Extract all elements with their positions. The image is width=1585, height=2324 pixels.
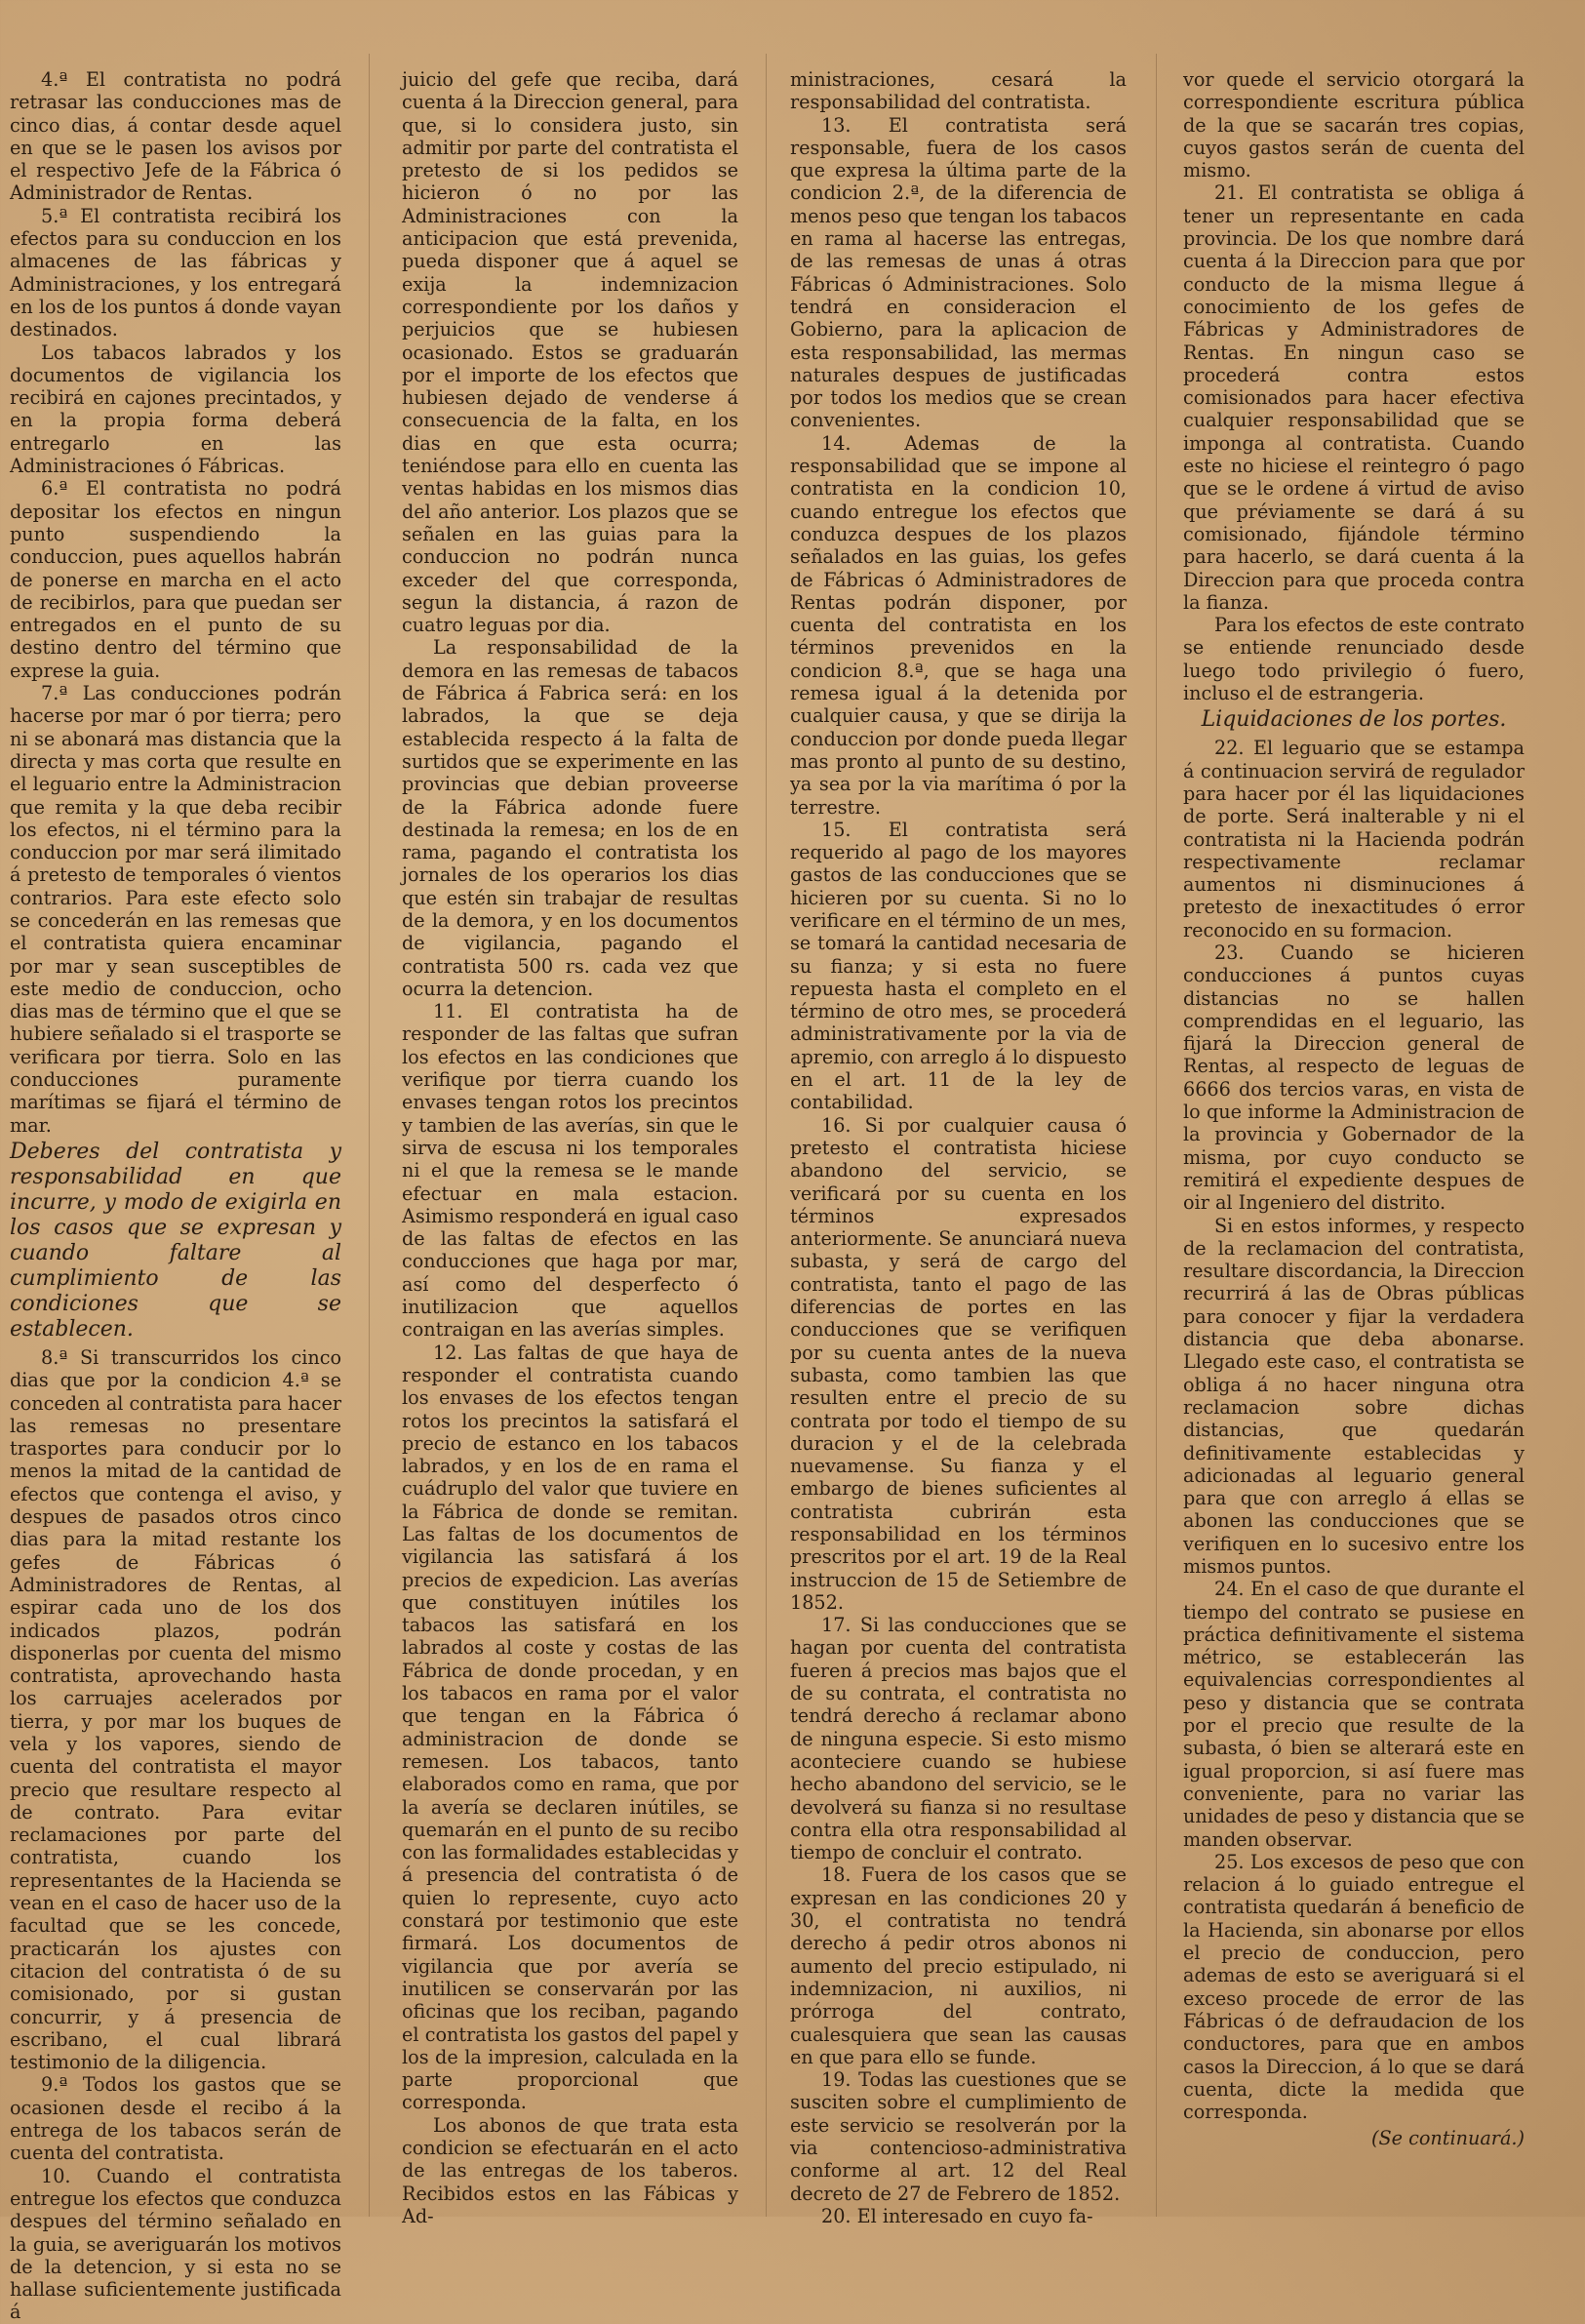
paragraph: 5.ª El contratista recibirá los efectos para su conduccion en los almacenes de las fábricas y Administraciones, y los entregará en los de los puntos á donde vayan destinados. bbox=[10, 204, 341, 341]
paragraph: La responsabilidad de la demora en las remesas de tabacos de Fábrica á Fabrica será: en los labrados, la que se deja establecida respecto á la falta de surtidos que se experimente en las provincias que debian proveerse de la Fábrica adonde fuere destinada la remesa; en los de en rama, pagando el contratista los jornales de los operarios los dias que estén sin trabajar de resultas de la demora, y en los documentos de vigilancia, pagando el contratista 500 rs. cada vez que ocurra la detencion. bbox=[402, 636, 738, 1000]
continuation-note: (Se continuará.) bbox=[1371, 2127, 1525, 2150]
section-heading: Liquidaciones de los portes. bbox=[1201, 707, 1507, 733]
paragraph: vor quede el servicio otorgará la correspondiente escritura pública de la que se sacarán tres copias, cuyos gastos serán de cuenta del mismo. bbox=[1183, 68, 1525, 182]
section-heading: Deberes del contratista y responsabilidad en que incurre, y modo de exigirla en los casos que se expresan y cuando faltare al cumplimiento de las condiciones que se establecen. bbox=[10, 1139, 341, 1342]
column-rule bbox=[369, 54, 370, 2217]
paragraph: 19. Todas las cuestiones que se susciten sobre el cumplimiento de este servicio se resolverán por la via contencioso-administrativa conforme al art. 12 del Real decreto de 27 de Febrero de 1852. bbox=[790, 2068, 1127, 2205]
paragraph: 25. Los excesos de peso que con relacion á lo guiado entregue el contratista quedarán á beneficio de la Hacienda, sin abonarse por ellos el precio de conduccion, pero ademas de esto se averiguará si el exceso procede de error de las Fábricas ó de defraudacion de los conductores, para que en ambos casos la Direccion, á lo que se dará cuenta, dicte la medida que corresponda. bbox=[1183, 1850, 1525, 2124]
column-rule bbox=[766, 54, 767, 2217]
paragraph: 14. Ademas de la responsabilidad que se impone al contratista en la condicion 10, cuando entregue los efectos que conduzca despues de los plazos señalados en las guias, los gefes de Fábricas ó Administradores de Rentas podrán disponer, por cuenta del contratista en los términos prevenidos en la condicion 8.ª, que se haga una remesa igual á la detenida por cualquier causa, y que se dirija la conduccion por donde pueda llegar mas pronto al punto de su destino, ya sea por la via marítima ó por la terrestre. bbox=[790, 431, 1127, 819]
column-rule bbox=[1156, 54, 1157, 2217]
paragraph: 12. Las faltas de que haya de responder el contratista cuando los envases de los efectos tengan rotos los precintos la satisfará el precio de estanco en los tabacos labrados, y en los de en rama el cuádruplo del valor que tuviere en la Fábrica de donde se remitan. Las faltas de los documentos de vigilancia las satisfará á los precios de expedicion. Las averías que constituyen inútiles los tabacos las satisfará en los labrados al coste y costas de las Fábrica de donde procedan, y en los tabacos en rama por el valor que tengan en la Fábrica ó administracion de donde se remesen. Los tabacos, tanto elaborados como en rama, que por la avería se declaren inútiles, se quemarán en el punto de su recibo con las formalidades establecidas y á presencia del contratista ó de quien lo represente, cuyo acto constará por testimonio que este firmará. Los documentos de vigilancia que por avería se inutilicen se conservarán por las oficinas que los reciban, pagando el contratista los gastos del papel y los de la impresion, calculada en la parte proporcional que corresponda. bbox=[402, 1341, 738, 2114]
paragraph: 15. El contratista será requerido al pago de los mayores gastos de las conducciones que se hicieren por su cuenta. Si no lo verificare en el término de un mes, se tomará la cantidad necesaria de su fianza; y si esta no fuere repuesta hasta el completo en el término de otro mes, se procederá administrativamente por la via de apremio, con arreglo á lo dispuesto en el art. 11 de la ley de contabilidad. bbox=[790, 818, 1127, 1114]
paragraph: 9.ª Todos los gastos que se ocasionen desde el recibo á la entrega de los tabacos serán de cuenta del contratista. bbox=[10, 2073, 341, 2165]
paragraph: 11. El contratista ha de responder de las faltas que sufran los efectos en las condiciones que verifique por tierra cuando los envases tengan rotos los precintos y tambien de las averías, sin que le sirva de escusa ni los temporales ni el que la remesa se le mande efectuar en mala estacion. Asimismo responderá en igual caso de las faltas de efectos en las conducciones que haga por mar, así como del desperfecto ó inutilizacion que aquellos contraigan en las averías simples. bbox=[402, 1000, 738, 1342]
text-column-4 bbox=[1183, 68, 1525, 2217]
paragraph: ministraciones, cesará la responsabilidad del contratista. bbox=[790, 68, 1127, 114]
paragraph: 16. Si por cualquier causa ó pretesto el contratista hiciese abandono del servicio, se verificará por su cuenta en los términos expresados anteriormente. Se anunciará nueva subasta, y será de cargo del contratista, tanto el pago de las diferencias de portes en las conducciones que se verifiquen por su cuenta antes de la nueva subasta, como tambien las que resulten entre el precio de su contrata por todo el tiempo de su duracion y el de la celebrada nuevamense. Su fianza y el embargo de bienes suficientes al contratista cubrirán esta responsabilidad en los términos prescritos por el art. 19 de la Real instruccion de 15 de Setiembre de 1852. bbox=[790, 1113, 1127, 1614]
paragraph: 8.ª Si transcurridos los cinco dias que por la condicion 4.ª se conceden al contratista para hacer las remesas no presentare trasportes para conducir por lo menos la mitad de la cantidad de efectos que contenga el aviso, y despues de pasados otros cinco dias para la mitad restante los gefes de Fábricas ó Administradores de Rentas, al espirar cada uno de los dos indicados plazos, podrán disponerlas por cuenta del mismo contratista, aprovechando hasta los carruajes acelerados por tierra, y por mar los buques de vela y los vapores, siendo de cuenta del contratista el mayor precio que resultare respecto al de contrato. Para evitar reclamaciones por parte del contratista, cuando los representantes de la Hacienda se vean en el caso de hacer uso de la facultad que se les concede, practicarán los ajustes con citacion del contratista ó de su comisionado, por si gustan concurrir, y á presencia de escribano, el cual librará testimonio de la diligencia. bbox=[10, 1345, 341, 2074]
paragraph: 20. El interesado en cuyo fa- bbox=[821, 2204, 1093, 2227]
paragraph: Los abonos de que trata esta condicion se efectuarán en el acto de las entregas de los taberos. Recibidos estos en las Fábicas y Ad- bbox=[402, 2113, 738, 2227]
paragraph: 4.ª El contratista no podrá retrasar las conducciones mas de cinco dias, á contar desde aquel en que se le pasen los avisos por el respectivo Jefe de la Fábrica ó Administrador de Rentas. bbox=[10, 68, 341, 205]
paragraph: 24. En el caso de que durante el tiempo del contrato se pusiese en práctica definitivamente el sistema métrico, se establecerán las equivalencias correspondientes al peso y distancia que se contrata por el precio que resulte de la subasta, ó bien se alterará este en igual proporcion, si así fuere mas conveniente, para no variar las unidades de peso y distancia que se manden observar. bbox=[1183, 1578, 1525, 1851]
paragraph: 10. Cuando el contratista entregue los efectos que conduzca despues del término señalado en la guia, se averiguarán los motivos de la detencion, y si esta no se hallase suficientemente justificada á bbox=[10, 2164, 341, 2324]
paragraph: juicio del gefe que reciba, dará cuenta á la Direccion general, para que, si lo considera justo, sin admitir por parte del contratista el pretesto de si los pedidos se hicieron ó no por las Administraciones con la anticipacion que está prevenida, pueda disponer que á aquel se exija la indemnizacion correspondiente por los daños y perjuicios que se hubiesen ocasionado. Estos se graduarán por el importe de los efectos que hubiesen dejado de venderse á consecuencia de la falta, en los dias en que esta ocurra; teniéndose para ello en cuenta las ventas habidas en los mismos dias del año anterior. Los plazos que se señalen en las guias para la conduccion no podrán nunca exceder del que corresponda, segun la distancia, á razon de cuatro leguas por dia. bbox=[402, 68, 738, 637]
paragraph: 23. Cuando se hicieren conducciones á puntos cuyas distancias no se hallen comprendidas en el leguario, las fijará la Direccion general de Rentas, al respecto de leguas de 6666 dos tercios varas, en vista de lo que informe la Administracion de la provincia y Gobernador de la misma, por cuyo conducto se remitirá el expediente despues de oir al Ingeniero del distrito. bbox=[1183, 941, 1525, 1215]
text-column-1 bbox=[10, 68, 341, 2324]
paragraph: Los tabacos labrados y los documentos de vigilancia los recibirá en cajones precintados, y en la propia forma deberá entregarlo en las Administraciones ó Fábricas. bbox=[10, 341, 341, 478]
paragraph: 18. Fuera de los casos que se expresan en las condiciones 20 y 30, el contratista no tendrá derecho á pedir otros abonos ni aumento del precio estipulado, ni indemnizacion, ni auxilios, ni prórroga del contrato, cualesquiera que sean las causas en que para ello se funde. bbox=[790, 1863, 1127, 2068]
paragraph: 21. El contratista se obliga á tener un representante en cada provincia. De los que nombre dará cuenta á la Direccion para que por conducto de la misma llegue á conocimiento de los gefes de Fábricas y Administradores de Rentas. En ningun caso se procederá contra estos comisionados para hacer efectiva cualquier responsabilidad que se imponga al contratista. Cuando este no hiciese el reintegro ó pago que se le ordene á virtud de aviso que préviamente se dará á su comisionado, fijándole término para hacerlo, se dará cuenta á la Direccion para que proceda contra la fianza. bbox=[1183, 181, 1525, 614]
paragraph: 22. El leguario que se estampa á continuacion servirá de regulador para hacer por él las liquidaciones de porte. Será inalterable y ni el contratista ni la Hacienda podrán respectivamente reclamar aumentos ni disminuciones á pretesto de inexactitudes ó error reconocido en su formacion. bbox=[1183, 737, 1525, 942]
paragraph: 7.ª Las conducciones podrán hacerse por mar ó por tierra; pero ni se abonará mas distancia que la directa y mas corta que resulte en el leguario entre la Administracion que remita y la que deba recibir los efectos, ni el término para la conduccion por mar será ilimitado á pretesto de temporales ó vientos contrarios. Para este efecto solo se concederán en las remesas que el contratista quiera encaminar por mar y sean susceptibles de este medio de conduccion, ocho dias mas de término que el que se hubiere señalado si el trasporte se verificara por tierra. Solo en las conducciones puramente marítimas se fijará el término de mar. bbox=[10, 682, 341, 1137]
paragraph: Para los efectos de este contrato se entiende renunciado desde luego todo privilegio ó fuero, incluso el de estrangeria. bbox=[1183, 614, 1525, 705]
text-column-3 bbox=[790, 68, 1127, 2227]
text-column-2 bbox=[402, 68, 738, 2227]
paragraph: 6.ª El contratista no podrá depositar los efectos en ningun punto suspendiendo la conduccion, pues aquellos habrán de ponerse en marcha en el acto de recibirlos, para que puedan ser entregados en el punto de su destino dentro del término que exprese la guia. bbox=[10, 477, 341, 682]
paragraph: 17. Si las conducciones que se hagan por cuenta del contratista fueren á precios mas bajos que el de su contrata, el contratista no tendrá derecho á reclamar abono de ninguna especie. Si esto mismo aconteciere cuando se hubiese hecho abandono del servicio, se le devolverá su fianza si no resultase contra ella otra responsabilidad al tiempo de concluir el contrato. bbox=[790, 1614, 1127, 1864]
paragraph: 13. El contratista será responsable, fuera de los casos que expresa la última parte de la condicion 2.ª, de la diferencia de menos peso que tengan los tabacos en rama al hacerse las entregas, de las remesas de unas á otras Fábricas ó Administraciones. Solo tendrá en consideracion el Gobierno, para la aplicacion de esta responsabilidad, las mermas naturales despues de justificadas por todos los medios que se crean convenientes. bbox=[790, 113, 1127, 432]
paragraph: Si en estos informes, y respecto de la reclamacion del contratista, resultare discordancia, la Direccion recurrirá á las de Obras públicas para conocer y fijar la verdadera distancia que deba abonarse. Llegado este caso, el contratista se obliga á no hacer ninguna otra reclamacion sobre dichas distancias, que quedarán definitivamente establecidas y adicionadas al leguario general para que con arreglo á ellas se abonen las conducciones que se verifiquen en lo sucesivo entre los mismos puntos. bbox=[1183, 1214, 1525, 1578]
